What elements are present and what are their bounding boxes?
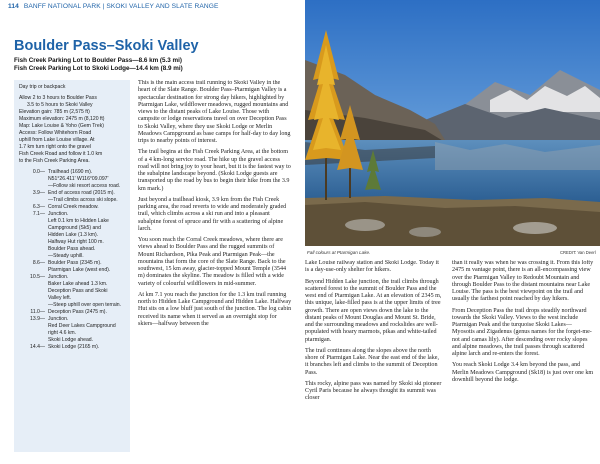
route-log-row xyxy=(19,260,125,267)
route-distance: 10.5— xyxy=(29,274,45,280)
route-distance: 8.6— xyxy=(32,260,45,266)
route-log-row xyxy=(19,169,125,176)
route-description: Junction. xyxy=(48,274,69,280)
route-log-row xyxy=(19,218,125,225)
trip-type: Day trip or backpack xyxy=(19,84,66,90)
route-description: Campground (Sk5) and xyxy=(48,225,101,231)
route-description: —Steep uphill over open terrain. xyxy=(48,302,122,308)
route-log-row xyxy=(19,197,125,204)
paragraph: Beyond Hidden Lake junction, the trail climbs through scattered forest to the summit of Boulder Pass and the west end of Ptarmigan Lake. At an elevation of 2345 m, this unique, lake-filled pass is at the upper limits of tree growth. There are open views down the lake to the distant peaks of Mount Douglas and Mount St. Bride, and the surrounding meadows and rockslides are well-populated with hoary marmots, pikas and white-tailed ptarmigan. xyxy=(305,278,442,343)
paragraph: You soon reach the Corral Creek meadows, where there are views ahead to Boulder Pass and the rugged summits of Mount Richardson, Pika Peak and Ptarmigan Peak—the mountains that form the core of the Slate Range. Back to the southwest, 15 km away, glacier-topped Mount Temple (3544 m) dominates the skyline. The meadow is filled with a wide variety of colourful wildflowers in mid-summer. xyxy=(138,237,287,287)
route-log-row xyxy=(19,316,125,323)
route-distance xyxy=(19,183,48,190)
route-distance xyxy=(19,246,48,253)
route-log-row xyxy=(19,337,125,344)
route-description: —Trail climbs across ski slope. xyxy=(48,197,118,203)
distance-summary xyxy=(14,57,183,74)
access-line-1: Access: Follow Whitehorn Road xyxy=(19,130,92,136)
elevation-gain: Elevation gain: 785 m (2,575 ft) xyxy=(19,109,90,115)
map-reference: Map: Lake Louise & Yoho (Gem Trek) xyxy=(19,123,104,129)
route-distance xyxy=(19,302,48,309)
photo-caption: Fall colours at Ptarmigan Lake. xyxy=(307,250,371,255)
route-description: Red Deer Lakes Campground xyxy=(48,323,116,329)
route-description: Corral Creek meadow. xyxy=(48,204,99,210)
route-description: —Steady uphill. xyxy=(48,253,84,259)
route-log-row xyxy=(19,323,125,330)
route-distance xyxy=(19,295,48,302)
route-description: Left 0.1 km to Hidden Lake xyxy=(48,218,109,224)
route-log-row xyxy=(19,295,125,302)
access-line-4: Fish Creek Road and follow it 1.0 km xyxy=(19,151,103,157)
text-column-2 xyxy=(138,80,292,460)
distance-line-boulder-pass: Fish Creek Parking Lot to Boulder Pass—8.6 km (5.3 mi) xyxy=(14,57,182,64)
paragraph: This rocky, alpine pass was named by Skoki ski pioneer Cyril Paris because he always thought its summit was closer xyxy=(305,380,442,402)
route-distance: 13.9— xyxy=(29,316,45,322)
route-description: End of access road (2015 m). xyxy=(48,190,115,196)
route-description: Skoki Lodge ahead. xyxy=(48,337,94,343)
route-log-row xyxy=(19,253,125,260)
paragraph: than it really was when he was crossing it. From this lofty 2475 m vantage point, there is an all-encompassing view over the Ptarmigan Valley to Redoubt Mountain and through Boulder Pass to the distant mountains near Lake Louise. The pass is the best viewpoint on the trail and usually the farthest point reached by day hikers. xyxy=(452,260,594,303)
route-description: N51°26.411' W116°09.097' xyxy=(48,176,109,182)
route-log-row xyxy=(19,344,125,351)
route-description: Halfway Hut right 100 m. xyxy=(48,239,104,245)
route-description: Baker Lake ahead 1.3 km. xyxy=(48,281,108,287)
route-log xyxy=(19,169,125,351)
route-distance xyxy=(19,267,48,274)
route-distance xyxy=(19,176,48,183)
landscape-photo-illustration xyxy=(305,0,600,246)
route-distance xyxy=(19,281,48,288)
route-log-row xyxy=(19,246,125,253)
running-header xyxy=(8,3,218,10)
paragraph: The trail begins at the Fish Creek Parking Area, at the bottom of a 4 km-long service road. The hike up the gravel access road will not bring joy to your heart, but it is the fastest way to the subalpine landscape beyond. (Skoki Lodge guests are transported up the road by bus to begin their hike from the 3.9 km mark.) xyxy=(138,149,291,192)
text-column-4 xyxy=(452,260,594,460)
access-line-3: 1.7 km turn right onto the gravel xyxy=(19,144,91,150)
route-distance: 14.4— xyxy=(29,344,45,350)
route-distance xyxy=(19,288,48,295)
route-log-row xyxy=(19,239,125,246)
route-log-row xyxy=(19,267,125,274)
route-log-row xyxy=(19,302,125,309)
route-distance: 3.9— xyxy=(32,190,45,196)
route-description: Deception Pass and Skoki xyxy=(48,288,108,294)
route-log-row xyxy=(19,232,125,239)
route-description: Trailhead (1690 m). xyxy=(48,169,93,175)
access-line-5: to the Fish Creek Parking Area. xyxy=(19,158,90,164)
route-description: Ptarmigan Lake (west end). xyxy=(48,267,111,273)
paragraph: At km 7.1 you reach the junction for the 1.3 km trail running north to Hidden Lake Campground and Hidden Lake. Halfway Hut sits on a low bluff just south of the junction. The log cabin received its name when it served as an overnight stop for skiers—halfway between the xyxy=(138,291,292,327)
allow-time-line-1: Allow 2 to 3 hours to Boulder Pass xyxy=(19,95,97,101)
paragraph: The trail continues along the slopes above the north shore of Ptarmigan Lake. Near the east end of the lake, it branches left and climbs to the summit of Deception Pass. xyxy=(305,347,440,376)
photo-credit: CREDIT: Van Deerl xyxy=(560,250,596,255)
paragraph: You reach Skoki Lodge 3.4 km beyond the pass, and Merlin Meadows Campground (Sk18) is just over one km downhill beyond the lodge. xyxy=(452,362,594,383)
route-description: Boulder Pass (2345 m). xyxy=(48,260,102,266)
text-column-3 xyxy=(305,260,442,460)
route-distance: 0.0— xyxy=(32,169,45,175)
route-log-row xyxy=(19,183,125,190)
route-distance xyxy=(19,337,48,344)
route-log-row xyxy=(19,211,125,218)
route-description: —Follow ski resort access road. xyxy=(48,183,121,189)
route-log-row xyxy=(19,309,125,316)
route-distance xyxy=(19,232,48,239)
route-distance xyxy=(19,225,48,232)
route-log-row xyxy=(19,288,125,295)
route-description: Junction. xyxy=(48,316,69,322)
route-description: Hidden Lake (1.3 km). xyxy=(48,232,99,238)
route-log-row xyxy=(19,225,125,232)
maximum-elevation: Maximum elevation: 2475 m (8,120 ft) xyxy=(19,116,105,122)
access-line-2: uphill from Lake Louise village. At xyxy=(19,137,95,143)
distance-line-skoki-lodge: Fish Creek Parking Lot to Skoki Lodge—14.4 km (8.9 mi) xyxy=(14,65,183,73)
route-distance xyxy=(19,218,48,225)
route-distance xyxy=(19,330,48,337)
paragraph: Lake Louise railway station and Skoki Lodge. Today it is a day-use-only shelter for hikers. xyxy=(305,260,440,274)
trail-info-sidebar xyxy=(14,80,130,452)
paragraph: From Deception Pass the trail drops steadily northward towards the Skoki Valley. Views to the west include Ptarmigan Peak and the turquoise Skoki Lakes—Myosotis and Zigadenus (genus names for the forget-me-not and camas lily). After descending over rocky slopes and alpine meadows, the trail passes through scattered alpine larch and re-enters the forest. xyxy=(452,307,592,357)
route-log-row xyxy=(19,190,125,197)
route-distance xyxy=(19,239,48,246)
route-log-row xyxy=(19,274,125,281)
paragraph: This is the main access trail running to Skoki Valley in the heart of the Slate Range. Boulder Pass–Ptarmigan Valley is a spectacular destination for strong day hikers, highlighted by Ptarmigan Lake, wildflower meadows, rugged mountains and views to the distant peaks of Lake Louise. Those with campsite or lodge reservations travel on over Deception Pass to Skoki Valley, where they use Skoki Lodge or Merlin Meadows Campground as base camps for half-day to day long trips to nearby points of interest. xyxy=(138,80,291,144)
route-distance xyxy=(19,253,48,260)
route-description: Skoki Lodge (2165 m). xyxy=(48,344,100,350)
route-distance: 6.3— xyxy=(32,204,45,210)
route-distance xyxy=(19,323,48,330)
route-description: Valley left. xyxy=(48,295,72,301)
route-distance: 7.1— xyxy=(32,211,45,217)
ptarmigan-lake-photo xyxy=(305,0,600,246)
route-log-row xyxy=(19,176,125,183)
route-log-row xyxy=(19,330,125,337)
paragraph: Just beyond a trailhead kiosk, 3.9 km from the Fish Creek parking area, the road reverts to wide and moderately graded trail, which climbs across a ski run and into a pleasant subalpine forest of spruce and fir with a scattering of alpine larch. xyxy=(138,196,287,232)
running-title: BANFF NATIONAL PARK | SKOKI VALLEY AND SLATE RANGE xyxy=(23,3,219,10)
page-title: Boulder Pass–Skoki Valley xyxy=(14,38,199,54)
route-log-row xyxy=(19,281,125,288)
route-distance: 11.0— xyxy=(30,309,45,315)
route-description: Deception Pass (2475 m). xyxy=(48,309,107,315)
route-description: Boulder Pass ahead. xyxy=(48,246,96,252)
route-description: right 4.6 km. xyxy=(48,330,77,336)
route-description: Junction. xyxy=(48,211,69,217)
page-number: 114 xyxy=(8,3,19,10)
route-distance xyxy=(19,197,48,204)
allow-time-line-2: 3.5 to 5 hours to Skoki Valley xyxy=(27,102,93,108)
route-log-row xyxy=(19,204,125,211)
